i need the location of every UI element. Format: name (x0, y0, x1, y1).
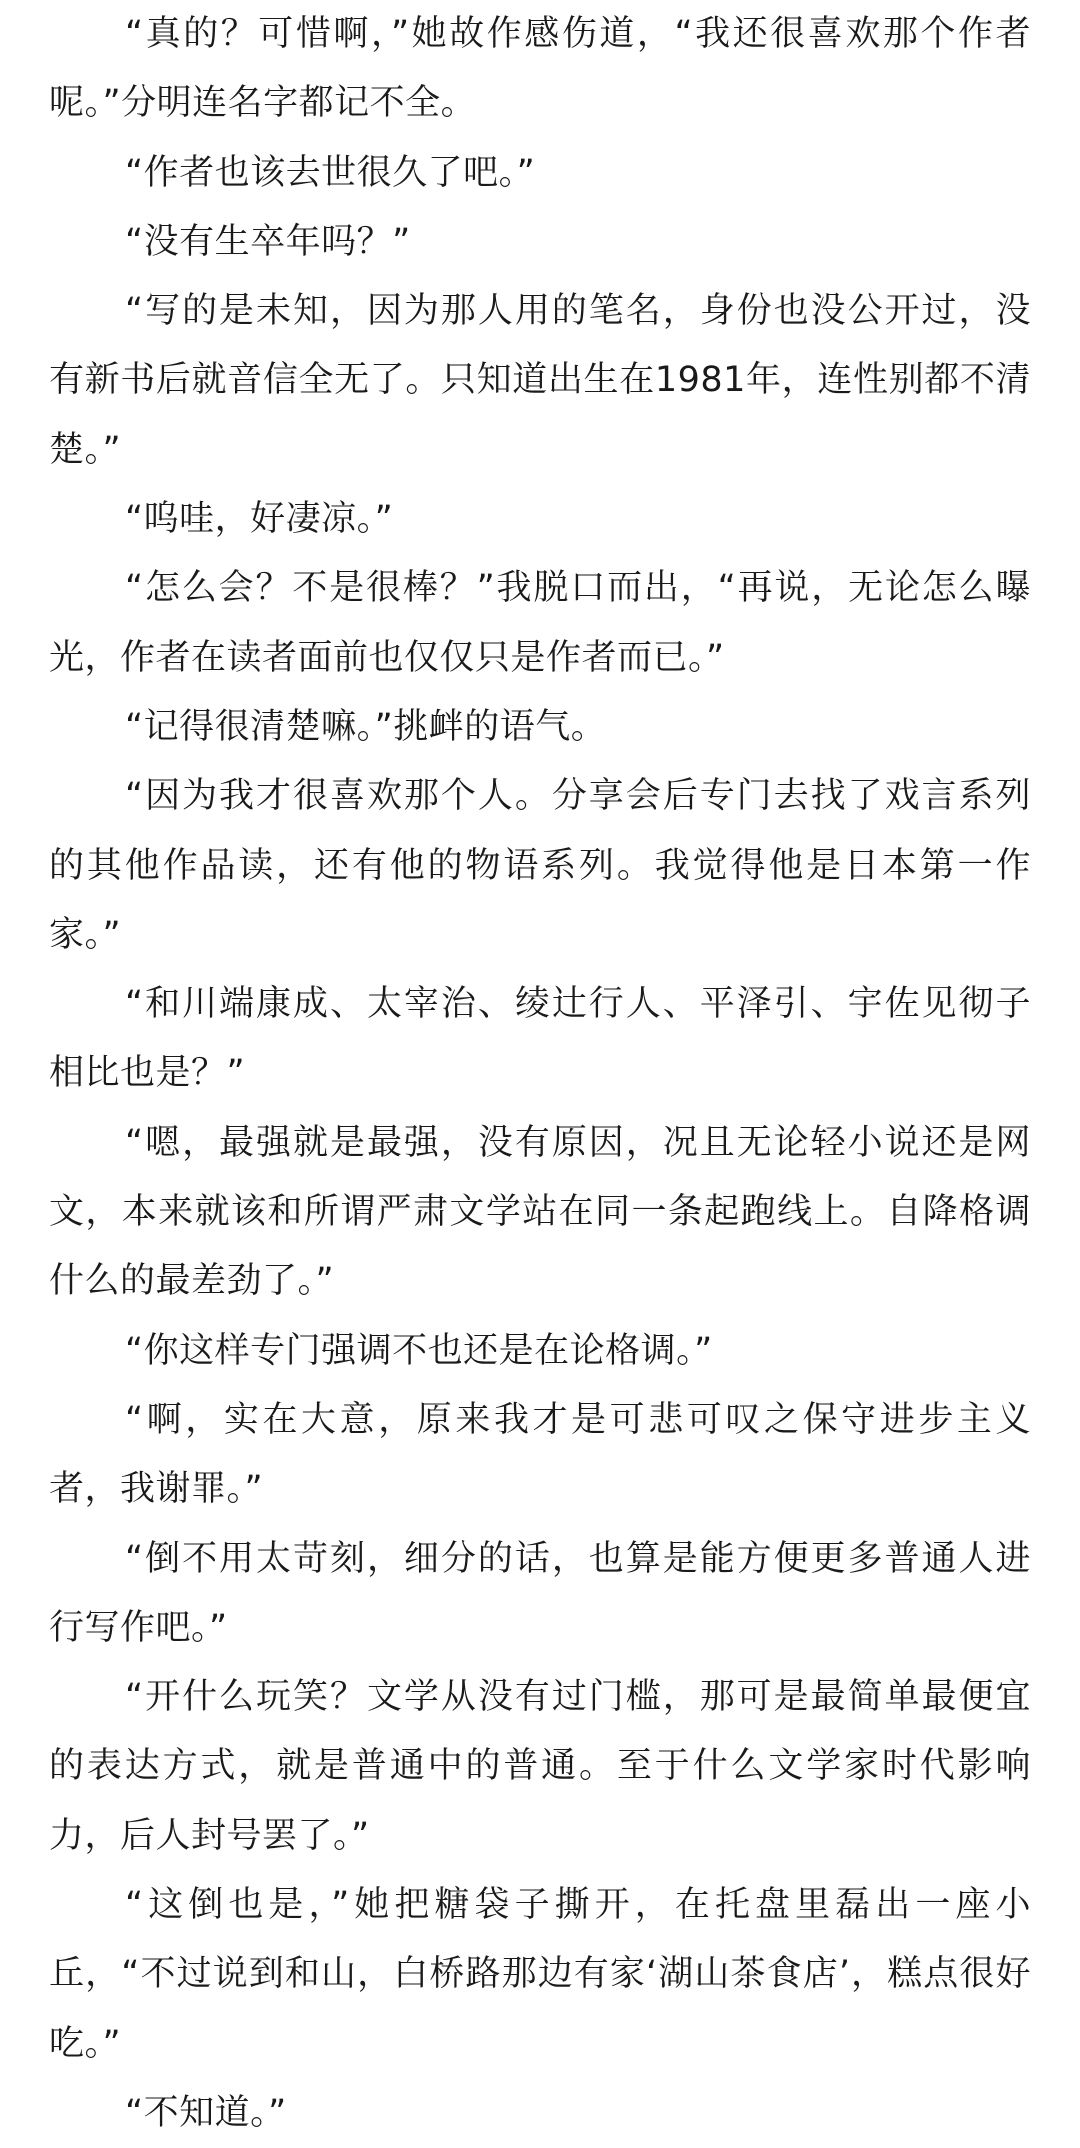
paragraph: “写的是未知，因为那人用的笔名，身份也没公开过，没有新书后就音信全无了。只知道出生在1981年，连性别都不清楚。” (49, 291, 1031, 470)
paragraph: “这倒也是，”她把糖袋子撕开，在托盘里磊出一座小丘，“不过说到和山，白桥路那边有家‘湖山茶食店’，糕点很好吃。” (49, 1885, 1031, 2064)
paragraph: “作者也该去世很久了吧。” (125, 152, 536, 193)
paragraph: “没有生卒年吗？” (125, 221, 411, 262)
paragraph: “怎么会？不是很棒？”我脱口而出，“再说，无论怎么曝光，作者在读者面前也仅仅只是作者而已。” (49, 568, 1031, 678)
paragraph: “倒不用太苛刻，细分的话，也算是能方便更多普通人进行写作吧。” (49, 1538, 1031, 1648)
paragraph: “呜哇，好凄凉。” (125, 499, 394, 540)
novel-text-body (49, 0, 1031, 2148)
paragraph: “真的？可惜啊，”她故作感伤道，“我还很喜欢那个作者呢。”分明连名字都记不全。 (49, 14, 1031, 124)
paragraph: “你这样专门强调不也还是在论格调。” (125, 1330, 713, 1371)
paragraph: “因为我才很喜欢那个人。分享会后专门去找了戏言系列的其他作品读，还有他的物语系列。我觉得他是日本第一作家。” (49, 776, 1031, 955)
paragraph: “嗯，最强就是最强，没有原因，况且无论轻小说还是网文，本来就该和所谓严肃文学站在同一条起跑线上。自降格调什么的最差劲了。” (49, 1122, 1031, 1302)
paragraph: “开什么玩笑？文学从没有过门槛，那可是最简单最便宜的表达方式，就是普通中的普通。至于什么文学家时代影响力，后人封号罢了。” (49, 1677, 1031, 1856)
paragraph: “和川端康成、太宰治、绫辻行人、平泽引、宇佐见彻子相比也是？” (49, 984, 1031, 1094)
paragraph: “记得很清楚嘛。”挑衅的语气。 (125, 706, 607, 747)
paragraph: “不知道。” (125, 2092, 287, 2133)
paragraph: “啊，实在大意，原来我才是可悲可叹之保守进步主义者，我谢罪。” (49, 1399, 1031, 1510)
